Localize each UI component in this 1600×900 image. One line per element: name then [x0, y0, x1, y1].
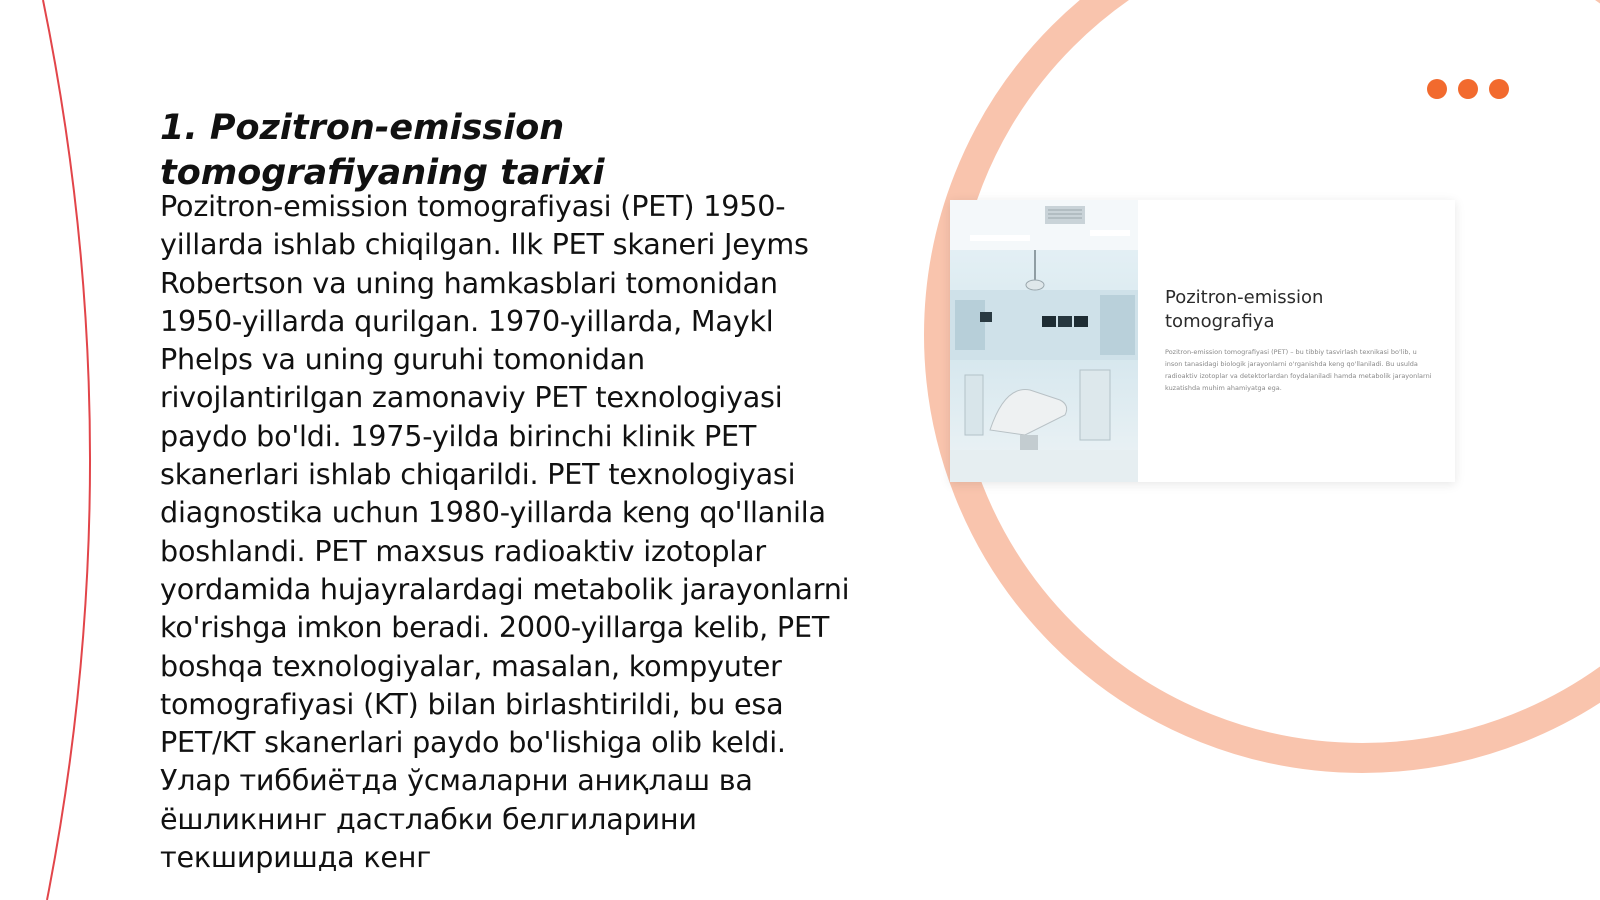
slide-body-text: Pozitron-emission tomografiyasi (PET) 1950-yillarda ishlab chiqilgan. Ilk PET skaneri Jeyms Robertson va uning hamkasblari tomonidan 1950-yillarda qurilgan. 1970-yillarda, Maykl Phelps va uning guruhi tomonidan rivojlantirilgan zamonaviy PET texnologiyasi paydo bo'ldi. 1975-yilda birinchi klinik PET skanerlari ishlab chiqarildi. PET texnologiyasi diagnostika uchun 1980-yillarda keng qo'llanila boshlandi. PET maxsus radioaktiv izotoplar yordamida hujayralardagi metabolik jarayonlarni ko'rishga imkon beradi. 2000-yillarga kelib, PET boshqa texnologiyalar, masalan, kompyuter tomografiyasi (KT) bilan birlashtirildi, bu esa PET/KT skanerlari paydo bo'lishiga olib keldi. Улар тиббиётда ўсмаларни аниқлаш ва ёшликнинг дастлабки белгиларини текширишда кенг — [160, 189, 850, 875]
more-dots-icon[interactable] — [1427, 79, 1509, 99]
card-description: Pozitron-emission tomografiyasi (PET) – bu tibbiy tasvirlash texnikasi bo'lib, u inson tanasidagi biologik jarayonlarni o'rganishda keng qo'llaniladi. Bu usulda radioaktiv izotoplar va detektorlardan foydalaniladi hamda metabolik jarayonlarni kuzatishda muhim ahamiyatga ega. — [1165, 348, 1432, 392]
card-text — [1138, 200, 1455, 482]
dot-icon — [1489, 79, 1509, 99]
dot-icon — [1427, 79, 1447, 99]
card-title: Pozitron-emission tomografiya — [1165, 287, 1324, 332]
slide-title: 1. Pozitron-emission tomografiyaning tarixi — [160, 108, 605, 193]
decorative-left-arc — [43, 0, 90, 900]
info-card[interactable] — [950, 200, 1455, 482]
dot-icon — [1458, 79, 1478, 99]
clinic-room-image — [950, 200, 1138, 482]
